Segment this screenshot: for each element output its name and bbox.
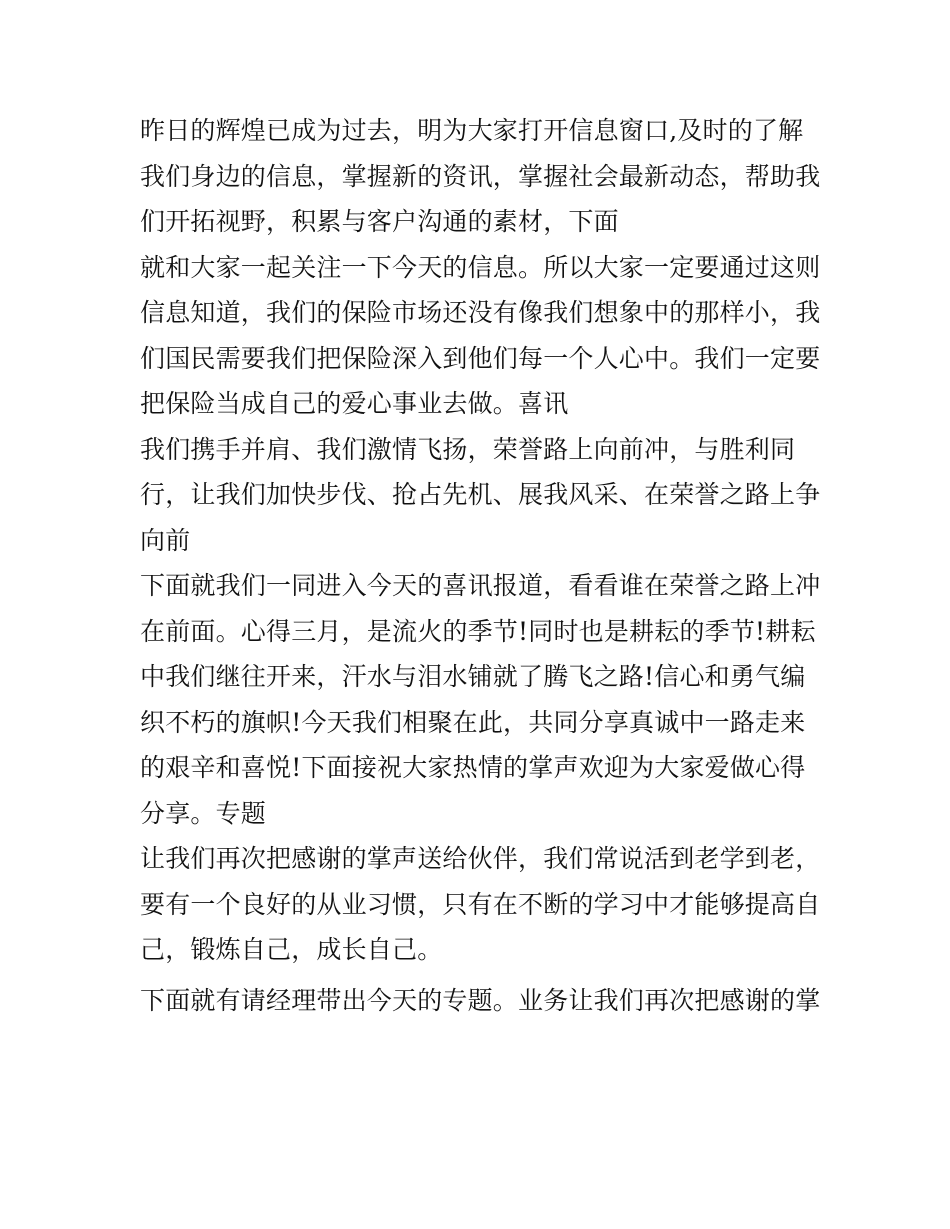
text-line: 下面就我们一同进入今天的喜讯报道，看看谁在荣誉之路上冲	[140, 571, 821, 600]
document-body	[140, 108, 820, 1023]
text-line: 我们身边的信息，掌握新的资讯，掌握社会最新动态，帮助我	[140, 161, 821, 191]
text-line: 行，让我们加快步伐、抢占先机、展我风采、在荣誉之路上争	[140, 480, 821, 509]
text-line: 要有一个良好的从业习惯，只有在不断的学习中才能够提高自	[140, 889, 821, 919]
text-line: 中我们继往开来，汗水与泪水铺就了腾飞之路!信心和勇气编	[140, 662, 806, 691]
text-line: 们开拓视野，积累与客户沟通的素材，下面	[140, 207, 619, 236]
text-line: 我们携手并肩、我们激情飞扬，荣誉路上向前冲，与胜利同	[140, 434, 796, 464]
text-line: 下面就有请经理带出今天的专题。业务让我们再次把感谢的掌	[140, 985, 821, 1015]
text-line: 向前	[140, 525, 191, 555]
text-line: 己，锻炼自己，成长自己。	[140, 935, 443, 964]
text-line: 就和大家一起关注一下今天的信息。所以大家一定要通过这则	[140, 252, 821, 282]
text-line: 织不朽的旗帜!今天我们相聚在此，共同分享真诚中一路走来	[140, 707, 806, 737]
text-line: 的艰辛和喜悦!下面接祝大家热情的掌声欢迎为大家爱做心得	[140, 753, 806, 782]
text-line: 在前面。心得三月，是流火的季节!同时也是耕耘的季节!耕耘	[140, 616, 816, 646]
text-line: 分享。专题	[140, 798, 267, 828]
text-line: 昨日的辉煌已成为过去，明为大家打开信息窗口,及时的了解	[140, 116, 804, 145]
text-line: 把保险当成自己的爱心事业去做。喜讯	[140, 389, 569, 418]
text-line: 信息知道，我们的保险市场还没有像我们想象中的那样小，我	[140, 298, 821, 327]
text-line: 们国民需要我们把保险深入到他们每一个人心中。我们一定要	[140, 343, 821, 373]
text-line: 让我们再次把感谢的掌声送给伙伴，我们常说活到老学到老，	[140, 844, 821, 873]
